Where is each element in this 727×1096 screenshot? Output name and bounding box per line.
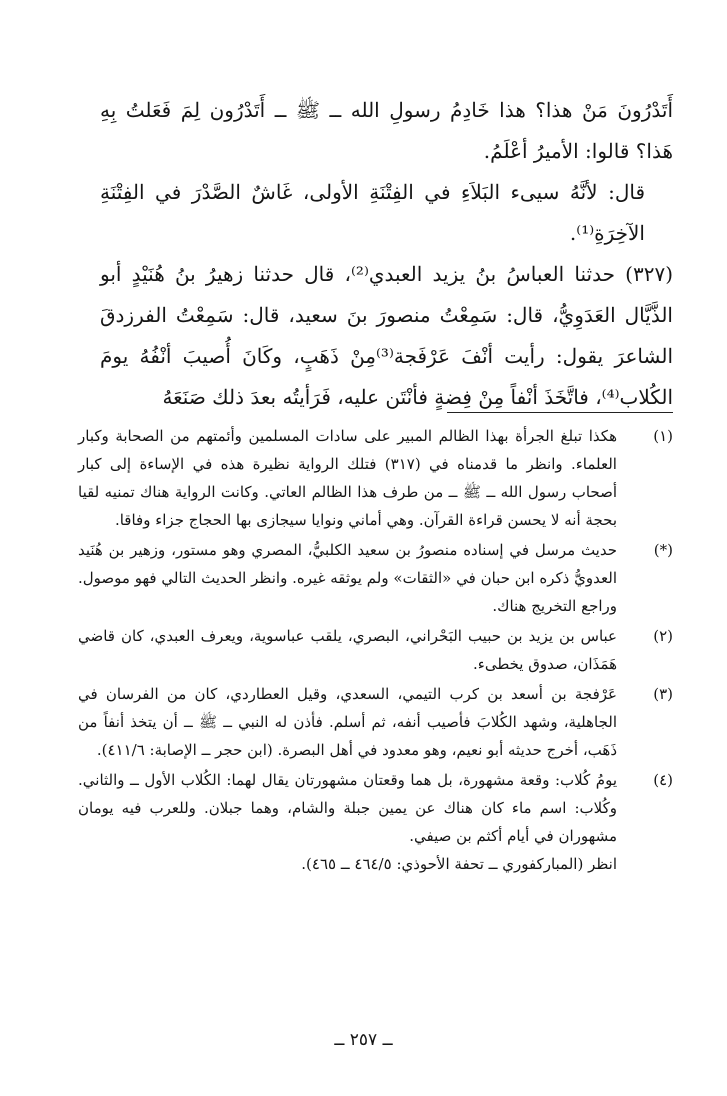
footnote-star — [78, 536, 673, 620]
footnote-text: عَرْفجة بن أسعد بن كرب التيمي، السعدي، وقيل العطاردي، كان من الفرسان في الجاهلية، وشهد الكُلابَ فأصيب أنفه، ثم أسلم. فأذن له النبي ــ ﷺ ــ أن يتخذ أنفاً من ذَهَب، أخرج حديثه أبو نعيم، وهو معدود في أهل البصرة. (ابن حجر ــ الإصابة: ٤١١/٦). — [78, 685, 617, 759]
hadith-number: (٣٢٧) — [625, 262, 674, 286]
footnote-number: (*) — [653, 541, 673, 559]
footnote-number: (٤) — [653, 771, 673, 789]
page-number: ــ ٢٥٧ ــ — [334, 1030, 393, 1050]
main-text — [100, 90, 673, 418]
footnote-text: عباس بن يزيد بن حبيب البَحْراني، البصري، يلقب عباسوية، ويعرف العبدي، كان قاضي هَمَذَان، صدوق يخطىء. — [78, 627, 617, 673]
footnotes — [78, 422, 673, 880]
main-paragraph-1: أَتَدْرُونَ مَنْ هذا؟ هذا خَادِمُ رسولِ الله ــ ﷺ ــ أَتَدْرُون لِمَ فَعَلتُ بِهِ هَذا؟ قالوا: الأميرُ أعْلَمُ. — [100, 98, 673, 163]
footnote-2 — [78, 622, 673, 678]
footnote-number: (٢) — [653, 627, 673, 645]
main-paragraph-3 — [100, 254, 673, 418]
footnote-reference: انظر (المباركفوري ــ تحفة الأحوذي: ٤٦٤/٥ ــ ٤٦٥). — [301, 855, 617, 873]
footnote-number: (١) — [653, 427, 673, 445]
footnote-3 — [78, 680, 673, 764]
footnote-text: هكذا تبلغ الجرأة بهذا الظالم المبير على سادات المسلمين وأئمتهم من الصحابة وكبار العلماء. وانظر ما قدمناه في (٣١٧) فتلك الرواية نظيرة هذه في الإساءة إلى كبار أصحاب رسول الله ــ ﷺ ــ من طرف هذا الظالم العاتي. وكانت الرواية هناك تمنيه لقيا بحجة أنه لا يحسن قراءة القرآن. وهي أماني ونوايا سيجازى بها الحجاج جزاء وفاقا. — [78, 427, 617, 529]
footnote-1 — [78, 422, 673, 534]
footnote-text: حديث مرسل في إسناده منصورُ بن سعيد الكلبيُّ، المصري وهو مستور، وزهير بن هُنَيد العدويُّ ذكره ابن حبان في «الثقات» ولم يوثقه غيره. وانظر الحديث التالي فهو موصول. وراجع التخريج هناك. — [78, 541, 617, 615]
footnote-4 — [78, 766, 673, 878]
footnote-number: (٣) — [653, 685, 673, 703]
hadith-text: حدثنا العباسُ بنُ يزيد العبدي⁽²⁾، قال حدثنا زهيرُ بنُ هُنَيْدٍ أبو الذَّيَّال العَدَوِيُّ، قال: سَمِعْتُ منصورَ بنَ سعيد، قال: سَمِعْتُ الفرزدقَ الشاعرَ يقول: رأيت أنْفَ عَرْفَجة⁽³⁾مِنْ ذَهَبٍ، وكَانَ أُصيبَ أنْفُهُ يومَ الكُلاب⁽⁴⁾، فاتَّخَذَ أنْفاً مِنْ فِضةٍ فأنْتَن عليه، فَرَأيتُه بعدَ ذلك صَنَعَهُ — [100, 262, 673, 409]
footnote-text: يومُ كُلاب: وقعة مشهورة، بل هما وقعتان مشهورتان يقال لهما: الكُلاب الأول ــ والثاني. وكُلاب: اسم ماء كان هناك عن يمين جبلة والشام، وهما جبلان. وللعرب فيه يومان مشهوران في أيام أكثم بن صيفي. — [78, 771, 617, 845]
footnote-separator — [447, 412, 673, 413]
main-paragraph-2: قال: لأنَّهُ سيىء البَلاَءِ في الفِتْنَةِ الأولى، غَاشٌ الصَّدْرَ في الفِتْنَةِ الآخِرَةِ⁽¹⁾. — [100, 180, 645, 245]
